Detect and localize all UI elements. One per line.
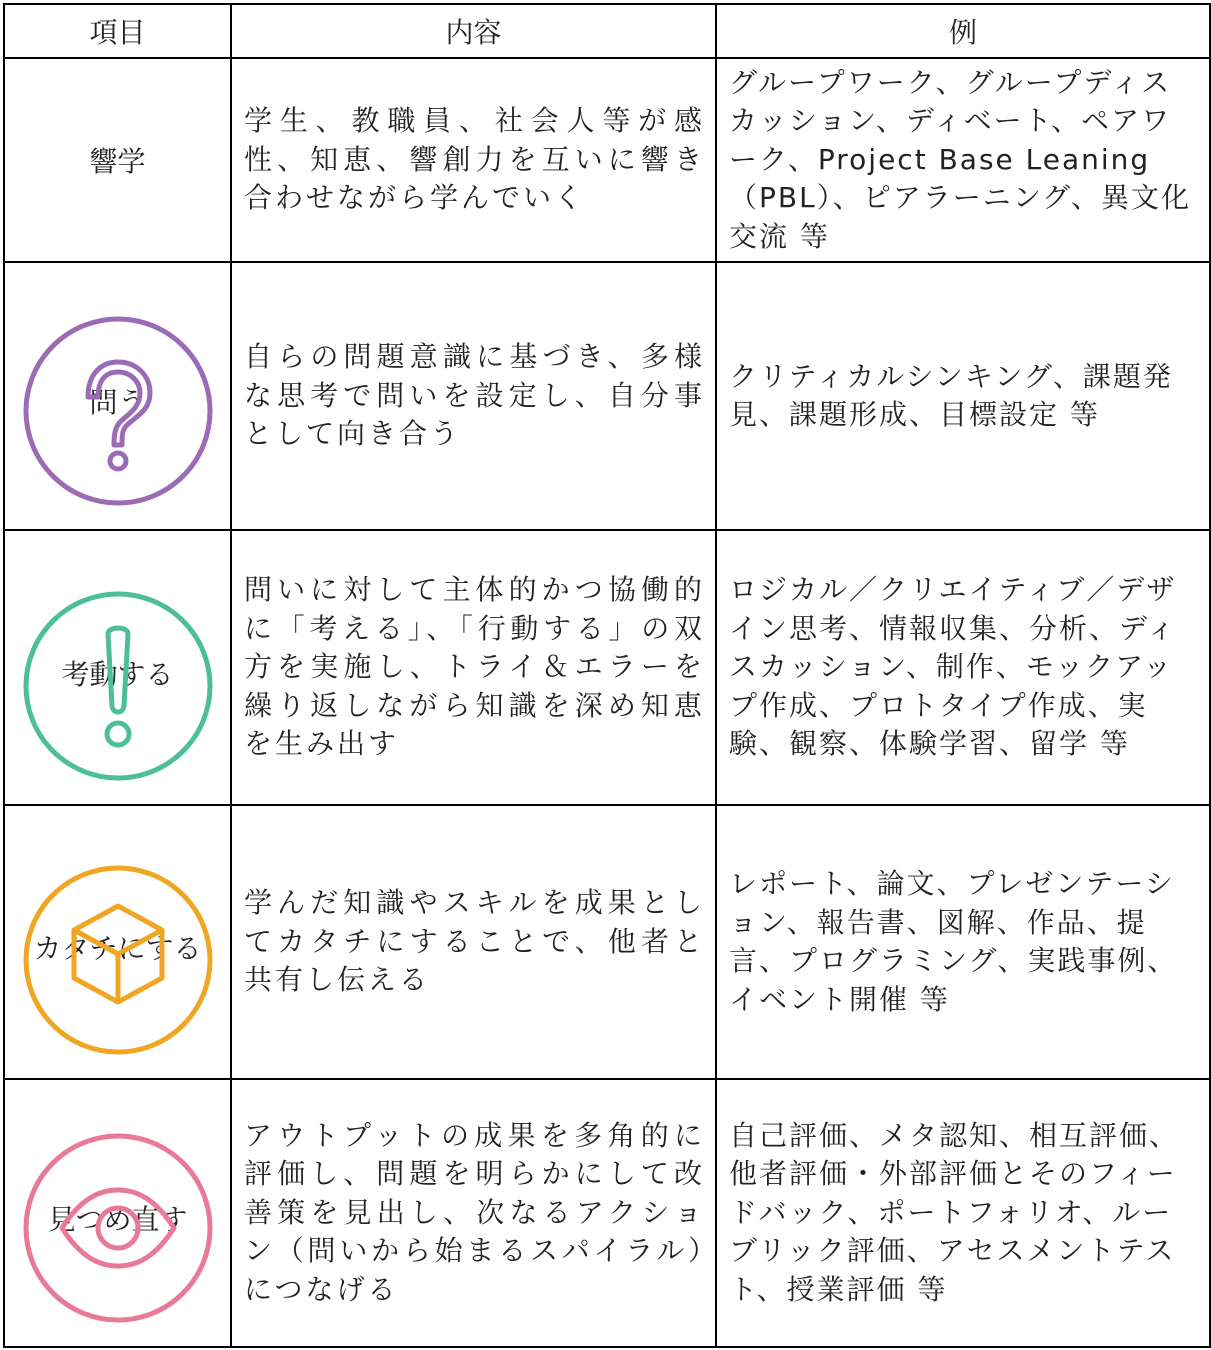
item-label: 問う — [89, 386, 146, 419]
content-text: アウトプットの成果を多角的に評価し、問題を明らかにして改善策を見出し、次なるアクション（問いから始まるスパイラル）につなげる — [244, 1118, 705, 1306]
example-text: 自己評価、メタ認知、相互評価、他者評価・外部評価とそのフィードバック、ポートフォリオ、ルーブリック評価、アセスメントテスト、授業評価 等 — [729, 1118, 1180, 1306]
example-cell — [716, 1079, 1210, 1347]
header-item: 項目 — [4, 4, 231, 58]
example-cell — [716, 805, 1210, 1079]
example-cell — [716, 530, 1210, 805]
content-cell — [231, 530, 716, 805]
content-text: 学生、教職員、社会人等が感性、知恵、響創力を互いに響き合わせながら学んでいく — [244, 104, 705, 215]
content-cell — [231, 1079, 716, 1347]
example-text: レポート、論文、プレゼンテーション、報告書、図解、作品、提言、プログラミング、実践事例、イベント開催 等 — [729, 867, 1178, 1016]
table-row — [4, 262, 1210, 530]
item-cell — [4, 262, 231, 530]
example-text: クリティカルシンキング、課題発見、課題形成、目標設定 等 — [729, 359, 1173, 431]
item-cell — [4, 805, 231, 1079]
header-example: 例 — [716, 4, 1210, 58]
table-row — [4, 1079, 1210, 1347]
content-cell — [231, 58, 716, 262]
item-cell — [4, 58, 231, 262]
cube-circle-icon — [22, 864, 214, 1056]
content-text: 問いに対して主体的かつ協働的に「考える」、「行動する」の双方を実施し、トライ＆エラーを繰り返しながら知識を深め知恵を生み出す — [244, 573, 705, 761]
exclamation-mark-circle-icon — [22, 590, 214, 782]
content-cell — [231, 805, 716, 1079]
example-cell — [716, 58, 1210, 262]
content-text: 自らの問題意識に基づき、多様な思考で問いを設定し、自分事として向き合う — [244, 340, 705, 451]
eye-circle-icon — [22, 1132, 214, 1324]
item-label: 見つめ直す — [47, 1203, 188, 1236]
table-row — [4, 58, 1210, 262]
example-cell — [716, 262, 1210, 530]
content-cell — [231, 262, 716, 530]
learning-process-table — [3, 3, 1211, 1348]
item-cell — [4, 1079, 231, 1347]
header-row — [4, 4, 1210, 58]
item-label: 考動する — [61, 657, 174, 691]
question-mark-circle-icon — [22, 315, 214, 507]
example-text: グループワーク、グループディスカッション、ディベート、ペアワーク、Project Base Leaning（PBL）、ピアラーニング、異文化交流 等 — [729, 65, 1192, 253]
item-label: カタチにする — [33, 932, 202, 965]
table-row — [4, 530, 1210, 805]
item-label: 響学 — [89, 145, 146, 178]
example-text: ロジカル／クリエイティブ／デザイン思考、情報収集、分析、ディスカッション、制作、モックアップ作成、プロトタイプ作成、実験、観察、体験学習、留学 等 — [729, 573, 1177, 761]
table-row — [4, 805, 1210, 1079]
header-content: 内容 — [231, 4, 716, 58]
content-text: 学んだ知識やスキルを成果としてカタチにすることで、他者と共有し伝える — [244, 886, 705, 997]
item-cell — [4, 530, 231, 805]
